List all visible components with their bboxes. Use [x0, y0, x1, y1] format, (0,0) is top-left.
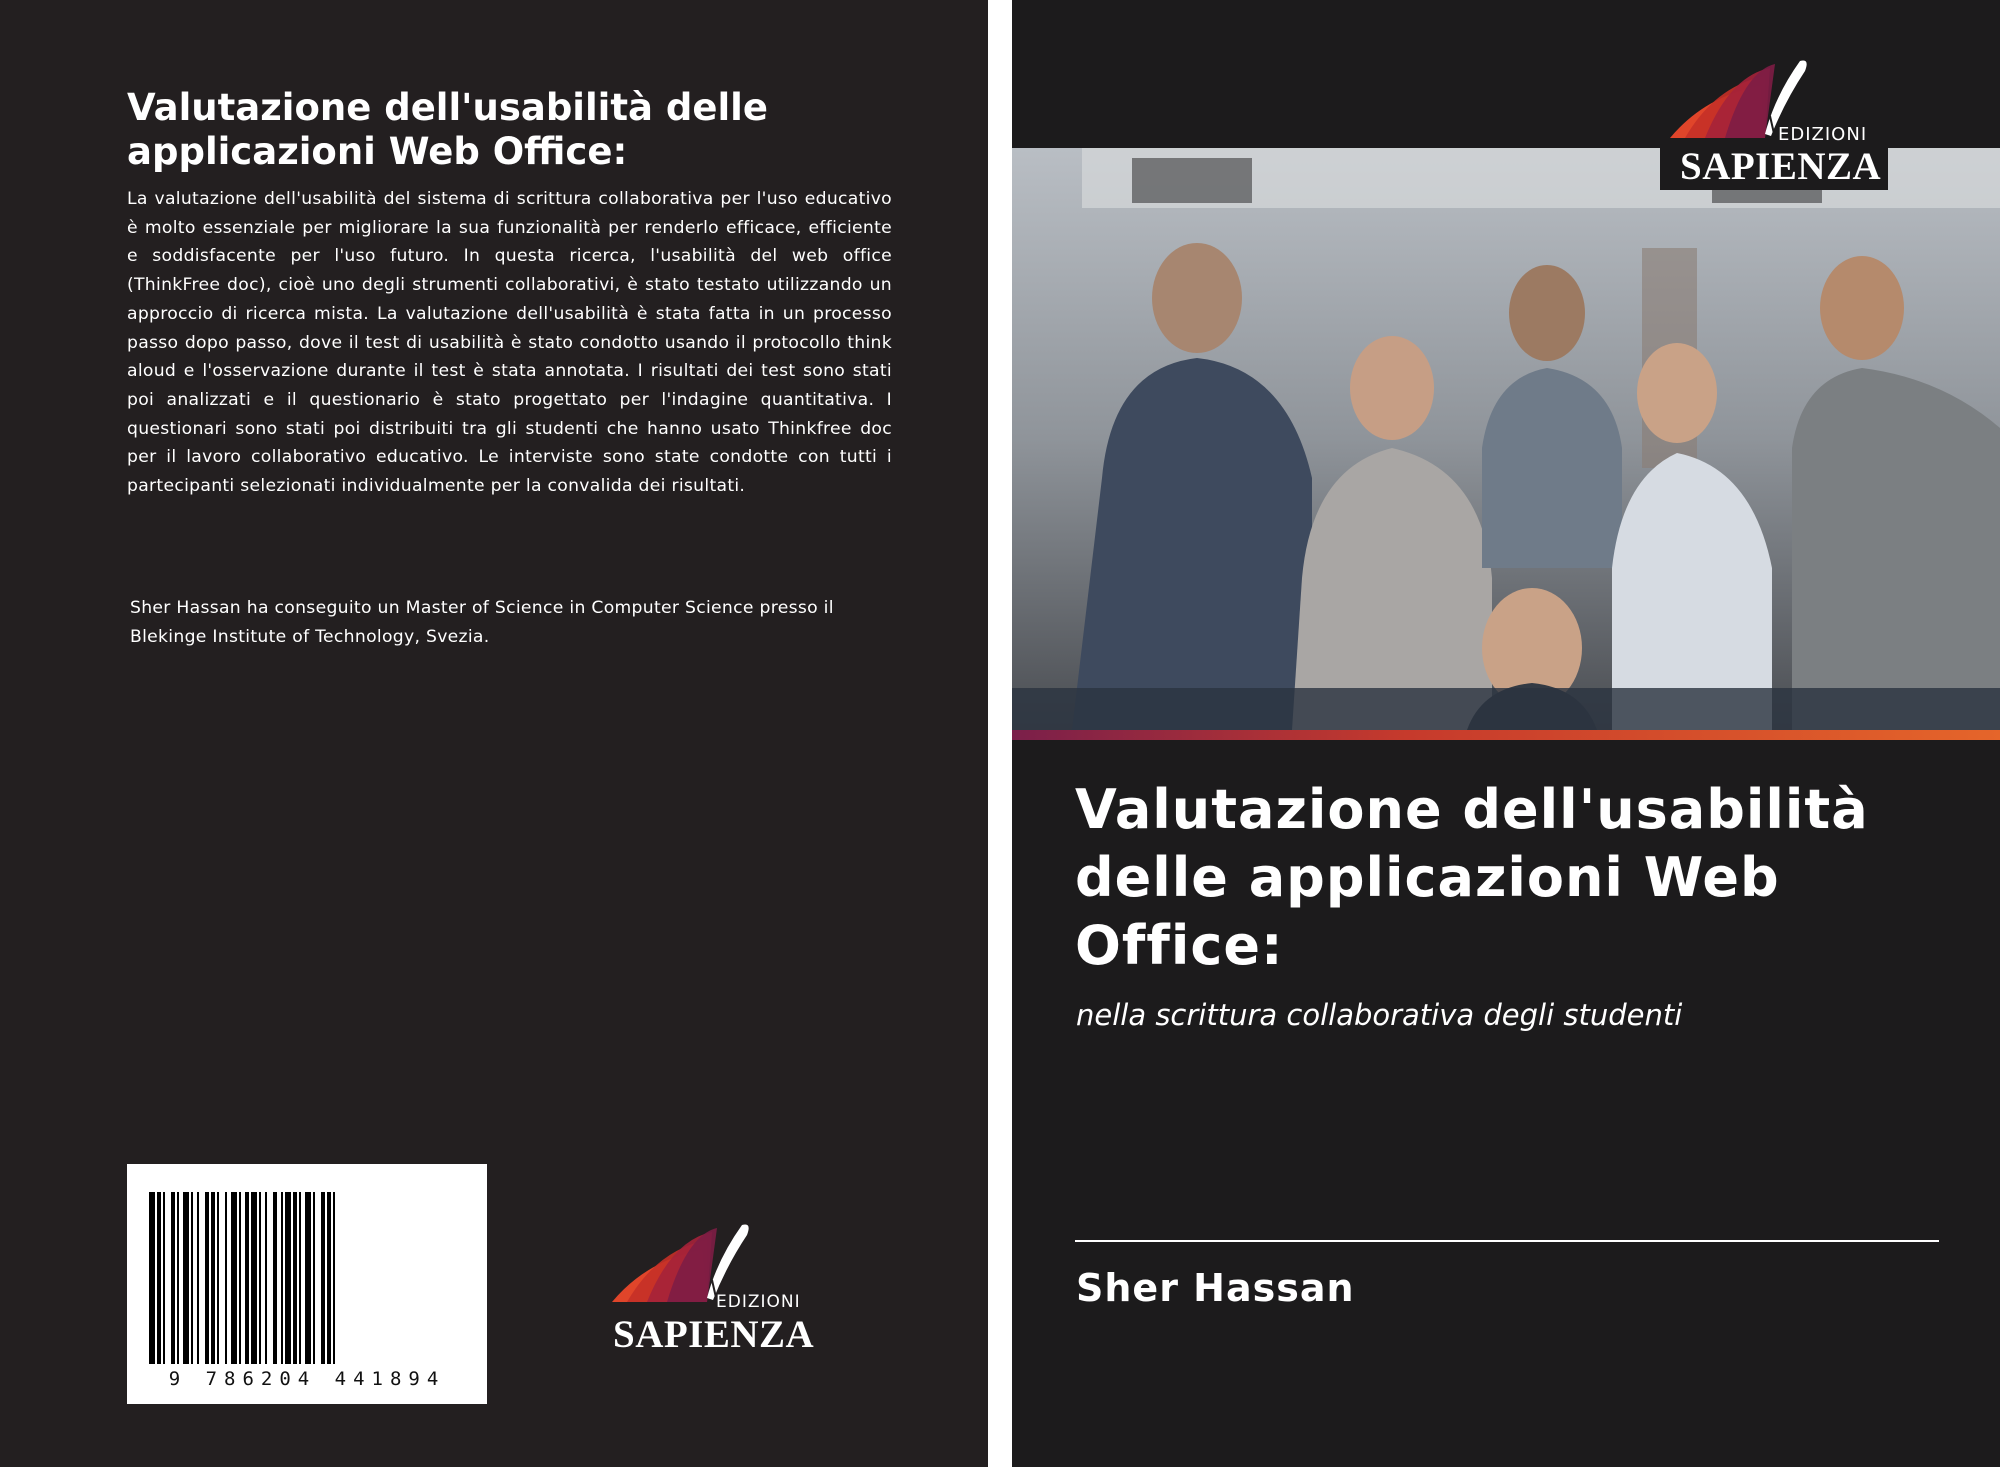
- barcode-bar: [305, 1192, 311, 1364]
- barcode-bar: [149, 1192, 155, 1364]
- cover-photo: [1012, 148, 2000, 730]
- author-bio: Sher Hassan ha conseguito un Master of Science in Computer Science presso il Blekinge Institute of Technology, Svezia.: [130, 598, 834, 647]
- back-cover-abstract: La valutazione dell'usabilità del sistema di scrittura collaborativa per l'uso educativo è molto essenziale per migliorare la sua funzionalità per renderlo efficace, efficiente e soddisfacente per l'uso futuro. In questa ricerca, l'usabilità del web office (ThinkFree doc), cioè uno degli strumenti collaborativi, è stato testato utilizzando un approccio di ricerca mista. La valutazione dell'usabilità è stata fatta in un processo passo dopo passo, dove il test di usabilità è stato condotto usando il protocollo think aloud e l'osservazione durante il test è stata annotata. I risultati dei test sono stati poi analizzati e il questionario è stato progettato per l'indagine quantitativa. I questionari sono stati poi distribuiti tra gli studenti che hanno usato Thinkfree doc per il lavoro collaborativo educativo. Le interviste sono state condotte con tutti i partecipanti selezionati individualmente per la convalida dei risultati.: [127, 189, 892, 497]
- barcode-bar: [259, 1192, 261, 1364]
- logo-sapienza-text: SAPIENZA: [613, 1313, 815, 1356]
- barcode-bar: [197, 1192, 199, 1364]
- back-cover-title: Valutazione dell'usabilità delle applicazioni Web Office:: [127, 86, 768, 173]
- barcode-bar: [333, 1192, 335, 1364]
- barcode-bar: [251, 1192, 257, 1364]
- barcode-bar: [285, 1192, 291, 1364]
- publisher-logo-front: [1660, 56, 1888, 190]
- barcode-bar: [177, 1192, 179, 1364]
- barcode-bar: [273, 1192, 277, 1364]
- barcode-bar: [191, 1192, 193, 1364]
- barcode-bar: [225, 1192, 227, 1364]
- front-cover-title: Valutazione dell'usabilità delle applicazioni Web Office:: [1075, 778, 1869, 977]
- barcode-bar: [299, 1192, 301, 1364]
- barcode-bar: [313, 1192, 315, 1364]
- office-team-photo: [1012, 148, 2000, 730]
- back-cover: [0, 0, 988, 1467]
- barcode-bar: [293, 1192, 297, 1364]
- barcode-bar: [281, 1192, 283, 1364]
- logo-edizioni-text: EDIZIONI: [1778, 124, 1868, 145]
- color-stripe: [1012, 730, 2000, 740]
- barcode-bar: [265, 1192, 267, 1364]
- barcode-bar: [157, 1192, 161, 1364]
- isbn-barcode: [127, 1164, 487, 1404]
- barcode-bar: [171, 1192, 175, 1364]
- logo-sapienza-text: SAPIENZA: [1680, 145, 1882, 188]
- barcode-bar: [245, 1192, 249, 1364]
- barcode-bar: [163, 1192, 165, 1364]
- barcode-bar: [205, 1192, 209, 1364]
- isbn-digits: 9 786204 441894: [168, 1368, 446, 1390]
- barcode-bar: [211, 1192, 215, 1364]
- barcode-bar: [183, 1192, 189, 1364]
- front-cover-subtitle: nella scrittura collaborativa degli studenti: [1076, 998, 1683, 1032]
- front-cover-author: Sher Hassan: [1076, 1266, 1355, 1310]
- barcode-bar: [327, 1192, 331, 1364]
- barcode-bar: [239, 1192, 241, 1364]
- logo-edizioni-text: EDIZIONI: [716, 1292, 801, 1312]
- publisher-logo-back: [607, 1220, 822, 1360]
- barcode-bar: [217, 1192, 219, 1364]
- author-divider: [1075, 1240, 1939, 1242]
- barcode-bar: [321, 1192, 325, 1364]
- spine-gap: [988, 0, 1012, 1467]
- barcode-bar: [231, 1192, 237, 1364]
